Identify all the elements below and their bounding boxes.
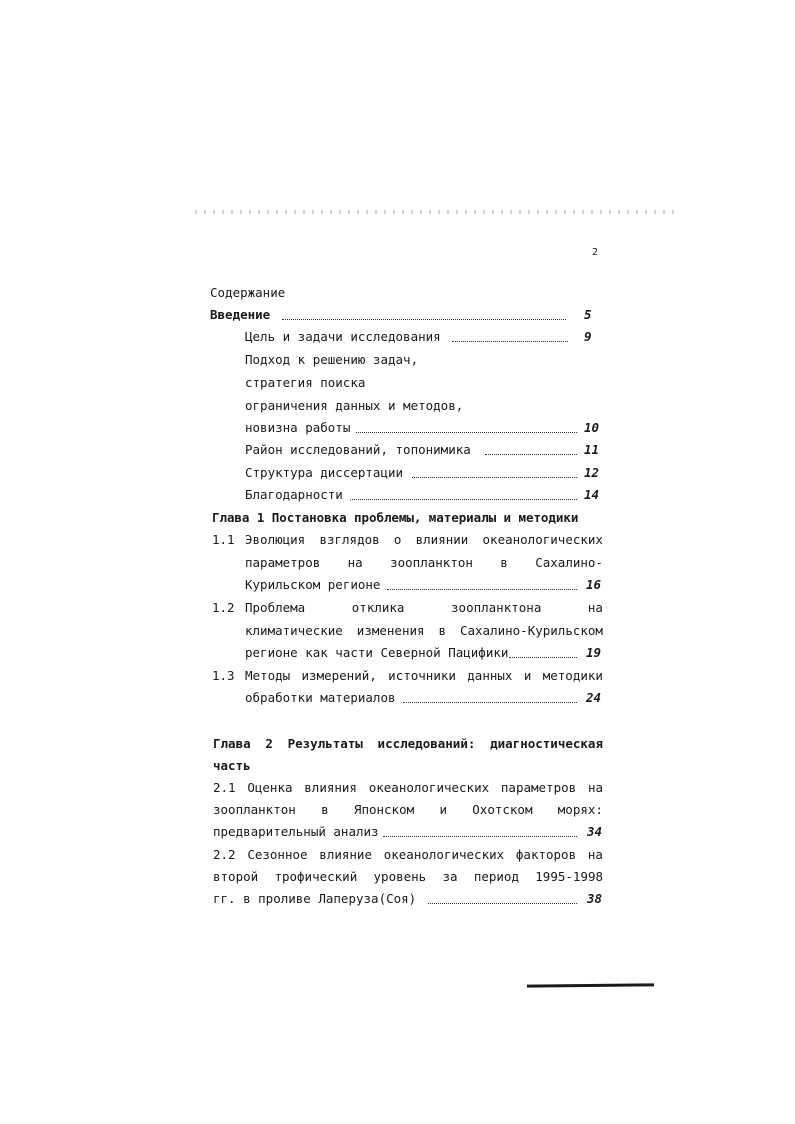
chapter-2-title: Глава 2 Результаты исследований: диагностическая [213, 736, 603, 751]
toc-item: Цель и задачи исследования [245, 329, 441, 344]
toc-page: 5 [584, 307, 592, 322]
toc-page: 12 [584, 465, 600, 480]
toc-intro-title: Введение [210, 307, 271, 322]
toc-item: Структура диссертации [245, 465, 404, 480]
section-number: 1.2 [212, 600, 235, 615]
toc-page: 14 [584, 487, 600, 502]
toc-item: Район исследований, топонимика [245, 442, 471, 457]
section-line: гг. в проливе Лаперуза(Соя) [213, 891, 417, 906]
toc-page: 9 [584, 329, 592, 344]
scan-top-edge [195, 210, 680, 214]
leader-dots [509, 656, 577, 658]
toc-item: ограничения данных и методов, [245, 398, 464, 413]
leader-dots [403, 701, 577, 703]
section-line: 2.2 Сезонное влияние океанологических факторов на [213, 847, 603, 862]
section-line: климатические изменения в Сахалино-Курильском [245, 623, 603, 638]
leader-dots [350, 498, 577, 500]
chapter-1-title: Глава 1 Постановка проблемы, материалы и методики [212, 510, 579, 525]
section-line: регионе как части Северной Пацифики [245, 645, 509, 660]
leader-dots [387, 588, 577, 590]
section-number: 1.1 [212, 532, 235, 547]
section-number: 1.3 [212, 668, 235, 683]
scan-bottom-mark [527, 983, 654, 987]
leader-dots [383, 835, 577, 837]
chapter-2-title-cont: часть [213, 758, 251, 773]
toc-item: Благодарности [245, 487, 343, 502]
toc-item: новизна работы [245, 420, 351, 435]
section-line: Курильском регионе [245, 577, 381, 592]
toc-page: 24 [586, 690, 602, 705]
toc-heading: Содержание [210, 285, 286, 300]
toc-item: стратегия поиска [245, 375, 366, 390]
leader-dots [485, 453, 577, 455]
section-line: предварительный анализ [213, 824, 379, 839]
section-line: параметров на зоопланктон в Сахалино- [245, 555, 603, 570]
leader-dots [428, 902, 577, 904]
toc-page: 10 [584, 420, 600, 435]
toc-item: Подход к решению задач, [245, 352, 419, 367]
toc-page: 16 [586, 577, 602, 592]
section-line: Методы измерений, источники данных и методики [245, 668, 603, 683]
section-line: второй трофический уровень за период 1995-1998 [213, 869, 603, 884]
section-line: обработки материалов [245, 690, 396, 705]
toc-page: 34 [587, 824, 603, 839]
leader-dots [412, 476, 577, 478]
section-line: Эволюция взглядов о влиянии океанологических [245, 532, 603, 547]
leader-dots [282, 318, 566, 320]
leader-dots [356, 431, 577, 433]
toc-page: 19 [586, 645, 602, 660]
section-line: 2.1 Оценка влияния океанологических параметров на [213, 780, 603, 795]
leader-dots [452, 340, 568, 342]
section-line: зоопланктон в Японском и Охотском морях: [213, 802, 603, 817]
toc-page: 38 [587, 891, 603, 906]
page-number: 2 [592, 247, 599, 258]
section-line: Проблема отклика зоопланктона на [245, 600, 603, 615]
toc-page: 11 [584, 442, 600, 457]
